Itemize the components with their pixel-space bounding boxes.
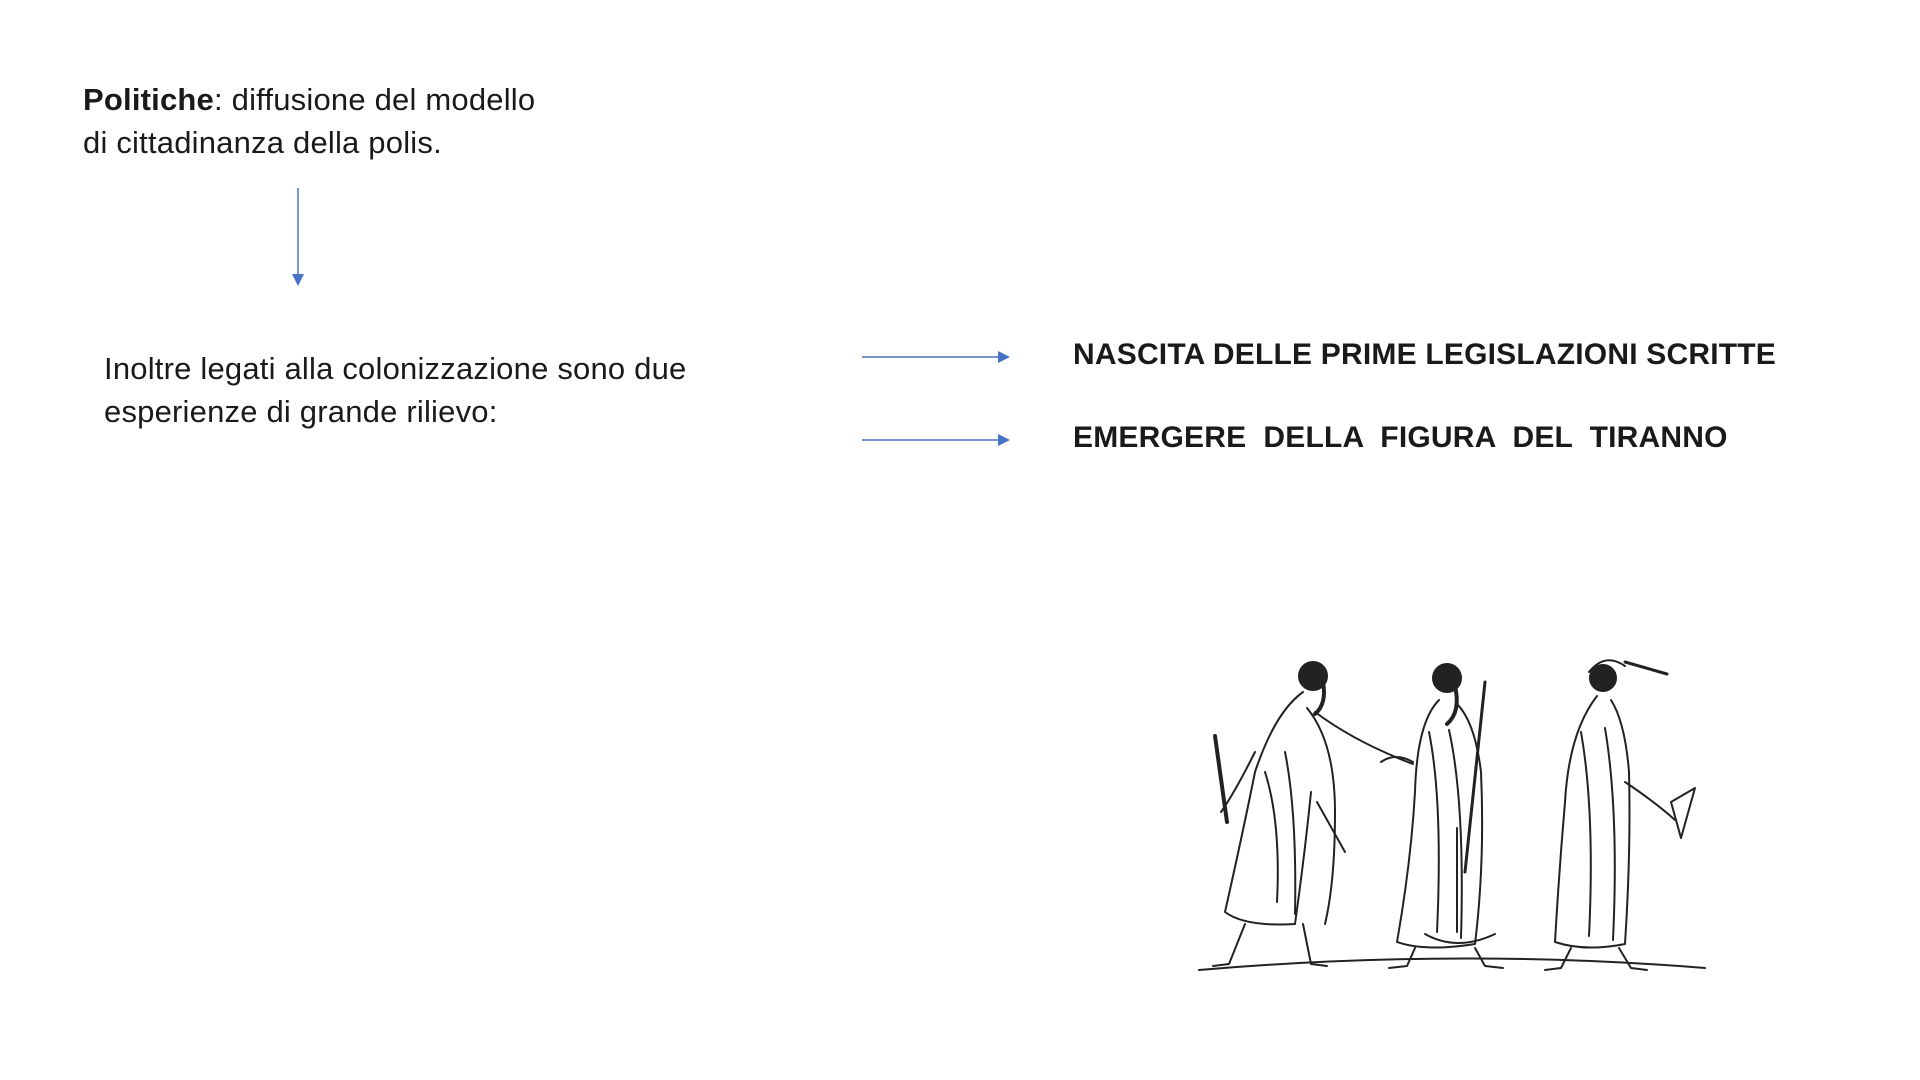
down-arrow-icon <box>292 188 304 288</box>
figure-left <box>1213 662 1413 966</box>
right-arrow-icon-2 <box>862 433 1012 447</box>
politics-paragraph <box>83 78 643 164</box>
politics-label: Politiche <box>83 82 214 117</box>
heading-written-legislation: NASCITA DELLE PRIME LEGISLAZIONI SCRITTE <box>1073 338 1777 371</box>
figure-right <box>1545 660 1695 970</box>
heading-tyrant-figure: EMERGERE DELLA FIGURA DEL TIRANNO <box>1073 421 1728 454</box>
figure-center <box>1381 664 1503 968</box>
right-arrow-icon-1 <box>862 350 1012 364</box>
intro-paragraph <box>104 347 784 433</box>
intro-line2: esperienze di grande rilievo: <box>104 394 498 429</box>
politics-text-line2: di cittadinanza della polis. <box>83 125 442 160</box>
politics-text-line1: : diffusione del modello <box>214 82 536 117</box>
intro-line1: Inoltre legati alla colonizzazione sono due <box>104 351 687 386</box>
greek-vase-figures-illustration <box>1185 652 1725 982</box>
